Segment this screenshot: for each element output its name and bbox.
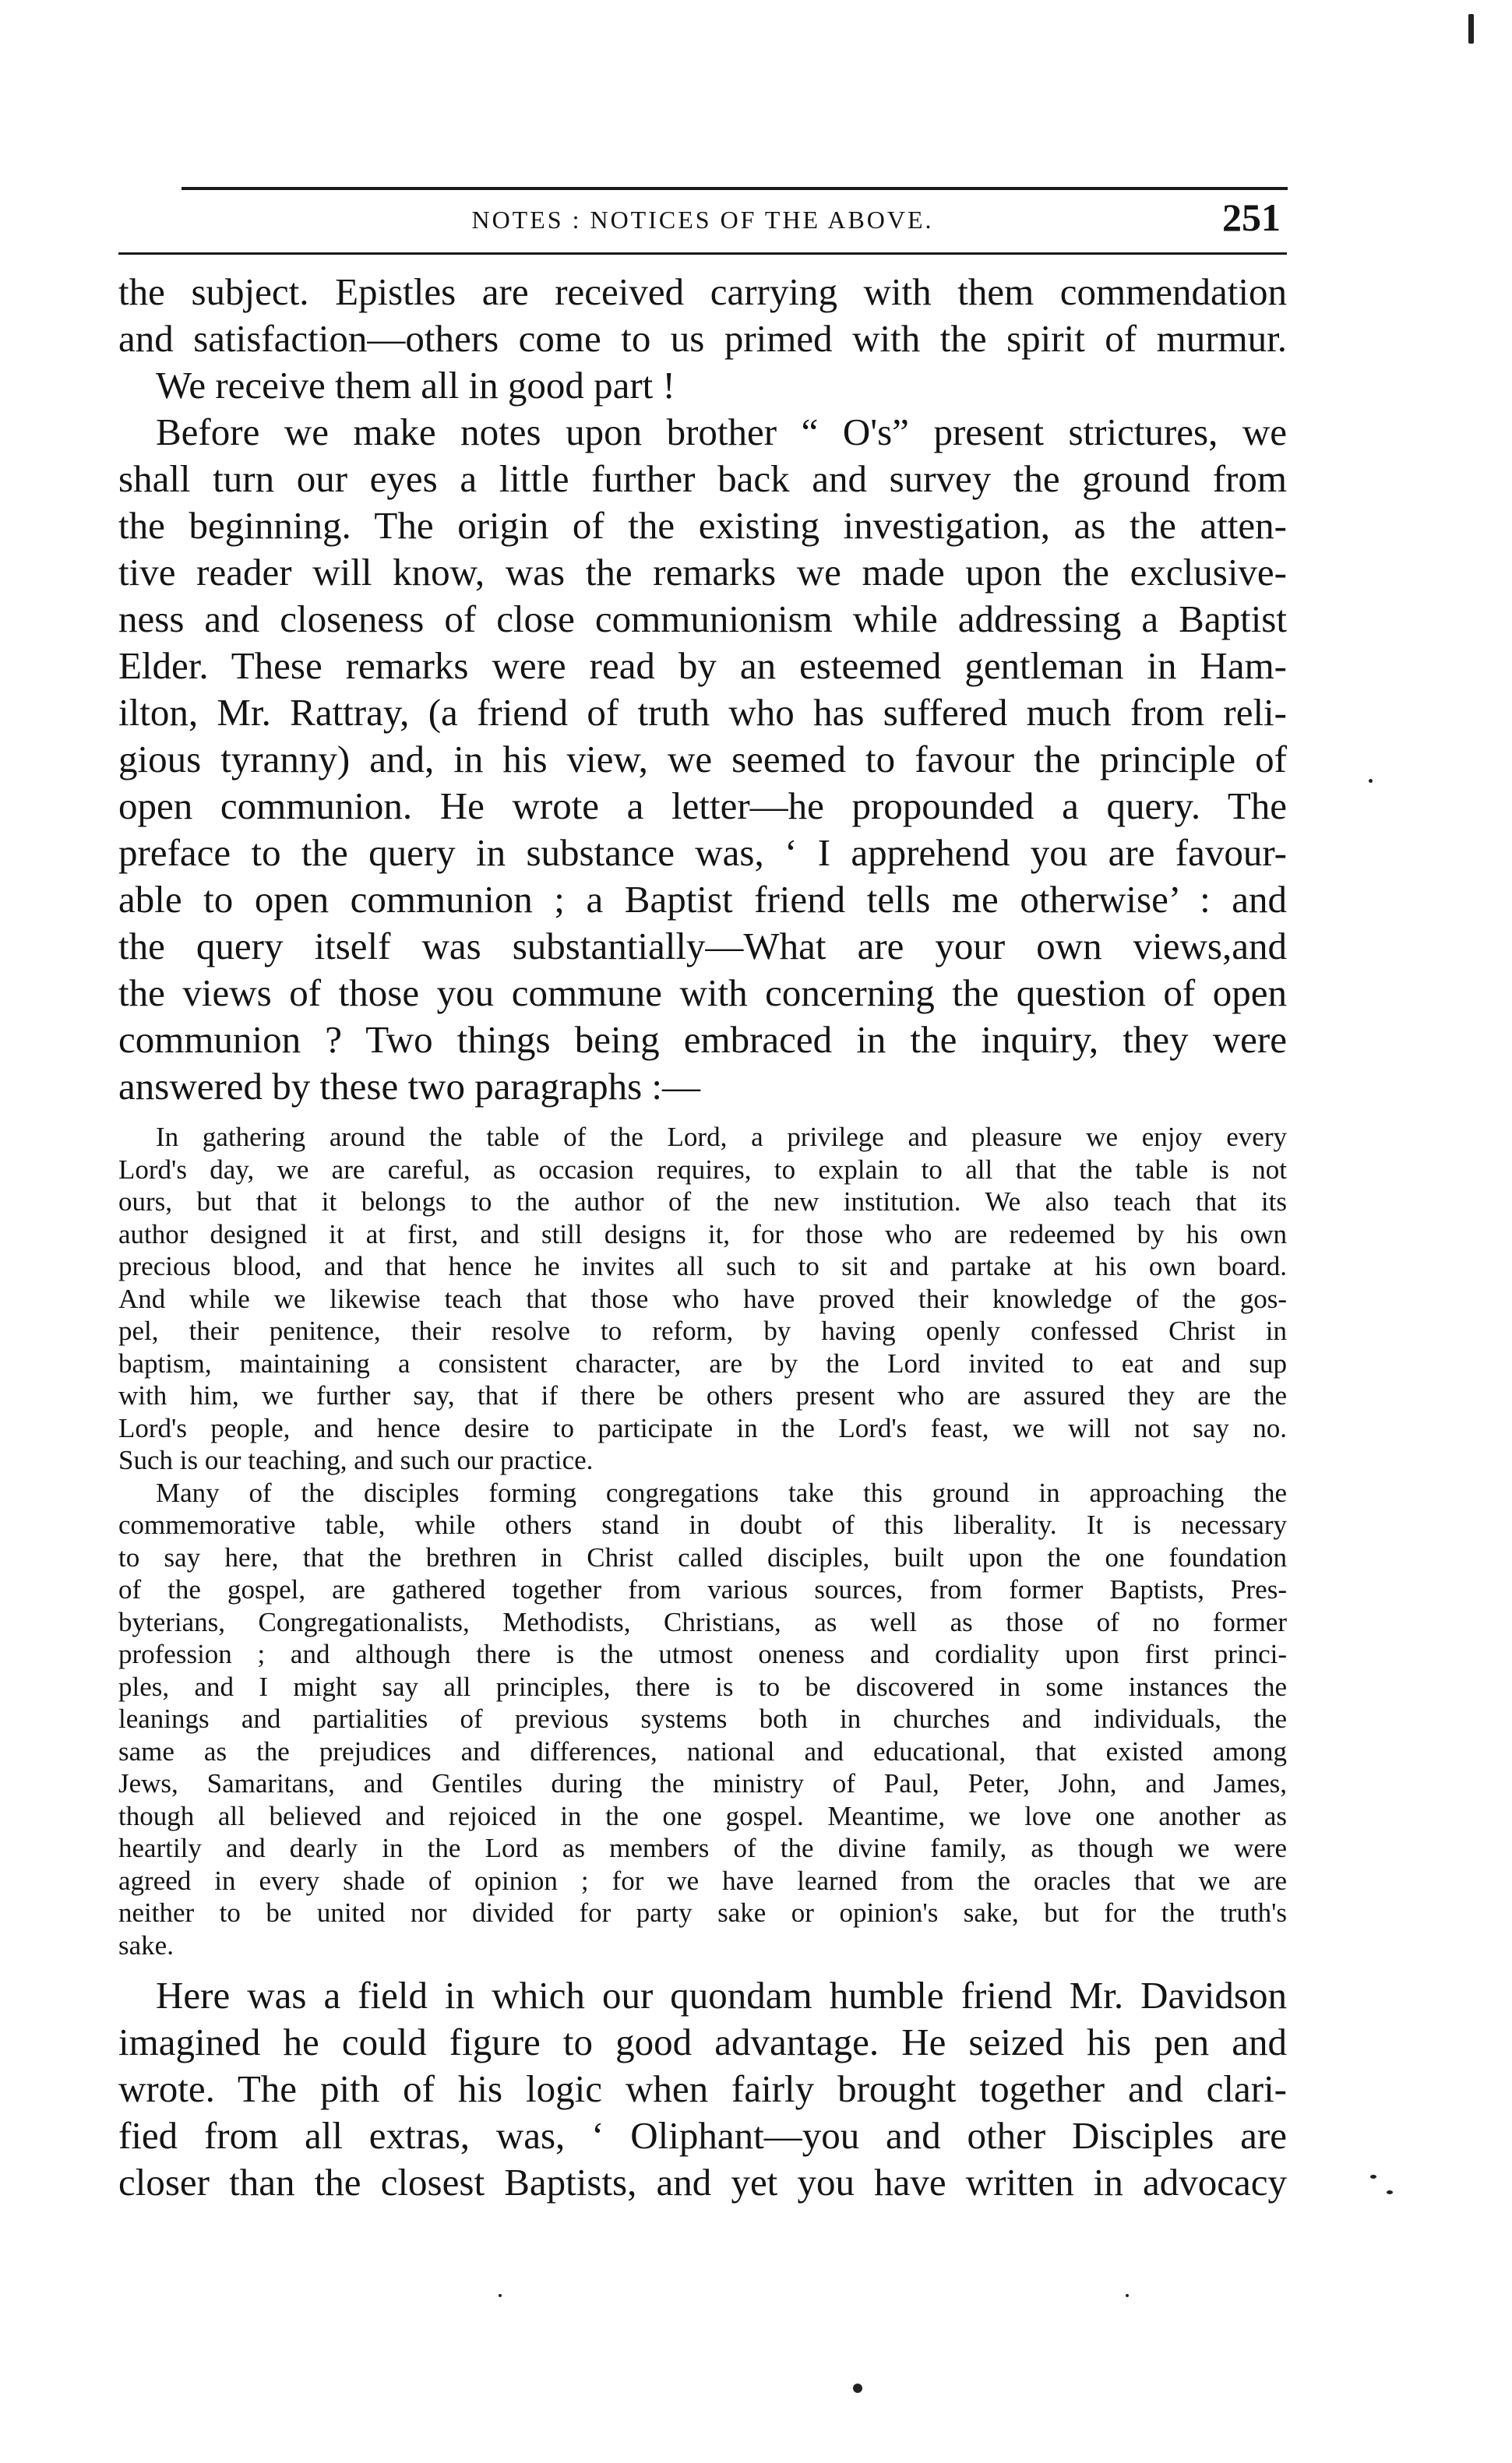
- paragraph: [118, 1972, 1287, 2206]
- quote-line: neither to be united nor divided for party sake or opinion's sake, but for the truth's: [118, 1897, 1287, 1928]
- text-line: ness and closeness of close communionism while addressing a Baptist: [118, 597, 1287, 640]
- quote-line: leanings and partialities of previous systems both in churches and individuals, the: [118, 1704, 1287, 1734]
- text-line: We receive them all in good part !: [156, 364, 675, 407]
- text-line: shall turn our eyes a little further back and survey the ground from: [118, 457, 1287, 500]
- text-line: Before we make notes upon brother “ O's” present strictures, we: [156, 410, 1287, 453]
- block-quote: [118, 1121, 1287, 1961]
- quote-line: ours, but that it belongs to the author of the new institution. We also teach that its: [118, 1186, 1287, 1217]
- quote-line: to say here, that the brethren in Christ called disciples, built upon the one foundation: [118, 1542, 1287, 1573]
- text-line: ilton, Mr. Rattray, (a friend of truth who has suffered much from reli-: [118, 691, 1287, 734]
- paragraph: [118, 409, 1287, 1110]
- print-speck: [1370, 2175, 1376, 2179]
- quote-line: baptism, maintaining a consistent character, are by the Lord invited to eat and sup: [118, 1348, 1287, 1379]
- quote-line: And while we likewise teach that those who have proved their knowledge of the gos-: [118, 1283, 1287, 1314]
- print-speck: [853, 2384, 862, 2393]
- text-line: communion ? Two things being embraced in the inquiry, they were: [118, 1018, 1287, 1061]
- quote-line: sake.: [118, 1929, 174, 1961]
- quote-line: byterians, Congregationalists, Methodists, Christians, as well as those of no former: [118, 1606, 1287, 1637]
- text-line: the subject. Epistles are received carrying with them commendation: [118, 270, 1287, 313]
- text-line: able to open communion ; a Baptist friend tells me otherwise’ : and: [118, 878, 1287, 921]
- quote-line: though all believed and rejoiced in the one gospel. Meantime, we love one another as: [118, 1800, 1287, 1831]
- quote-line: Lord's people, and hence desire to participate in the Lord's feast, we will not say no.: [118, 1412, 1287, 1443]
- quote-line: profession ; and although there is the utmost oneness and cordiality upon first princi-: [118, 1639, 1287, 1669]
- quote-line: heartily and dearly in the Lord as members of the divine family, as though we were: [118, 1833, 1287, 1863]
- quote-line: same as the prejudices and differences, national and educational, that existed among: [118, 1735, 1287, 1767]
- text-line: open communion. He wrote a letter—he propounded a query. The: [118, 784, 1287, 827]
- page-body: [118, 269, 1287, 2206]
- text-line: wrote. The pith of his logic when fairly brought together and clari-: [118, 2067, 1287, 2110]
- text-line: Here was a field in which our quondam humble friend Mr. Davidson: [156, 1974, 1287, 2017]
- text-line: closer than the closest Baptists, and yet you have written in advocacy: [118, 2161, 1287, 2204]
- page-header: [118, 193, 1287, 246]
- quote-line: Jews, Samaritans, and Gentiles during the ministry of Paul, Peter, John, and James,: [118, 1768, 1287, 1799]
- quote-line: Such is our teaching, and such our practice.: [118, 1445, 594, 1475]
- text-line: Elder. These remarks were read by an esteemed gentleman in Ham-: [118, 644, 1287, 687]
- print-speck: [1369, 779, 1373, 783]
- print-speck: [1468, 14, 1474, 44]
- quote-line: precious blood, and that hence he invites all such to sit and partake at his own board.: [118, 1251, 1287, 1281]
- text-line: gious tyranny) and, in his view, we seemed to favour the principle of: [118, 738, 1287, 780]
- text-line: preface to the query in substance was, ‘ I apprehend you are favour-: [118, 831, 1287, 874]
- quote-line: with him, we further say, that if there be others present who are assured they are the: [118, 1380, 1287, 1411]
- quote-line: of the gospel, are gathered together from various sources, from former Baptists, Pres-: [118, 1574, 1287, 1605]
- paragraph: [118, 269, 1287, 409]
- text-line: the beginning. The origin of the existing investigation, as the atten-: [118, 504, 1287, 547]
- print-speck: [499, 2294, 502, 2297]
- running-head: NOTES : NOTICES OF THE ABOVE.: [471, 206, 934, 234]
- print-speck: [1387, 2190, 1393, 2194]
- quote-line: Lord's day, we are careful, as occasion requires, to explain to all that the table is not: [118, 1154, 1287, 1185]
- print-speck: [1126, 2294, 1129, 2297]
- header-rule-top: [182, 187, 1288, 190]
- text-line: and satisfaction—others come to us primed with the spirit of murmur.: [118, 317, 1287, 360]
- text-line: tive reader will know, was the remarks we made upon the exclusive-: [118, 551, 1287, 594]
- text-line: answered by these two paragraphs :—: [118, 1065, 701, 1108]
- quote-line: pel, their penitence, their resolve to reform, by having openly confessed Christ in: [118, 1316, 1287, 1346]
- quote-line: Many of the disciples forming congregations take this ground in approaching the: [156, 1477, 1287, 1508]
- text-line: the views of those you commune with concerning the question of open: [118, 971, 1287, 1014]
- quote-line: In gathering around the table of the Lord, a privilege and pleasure we enjoy every: [156, 1122, 1287, 1152]
- quote-line: agreed in every shade of opinion ; for we have learned from the oracles that we are: [118, 1865, 1287, 1896]
- text-line: fied from all extras, was, ‘ Oliphant—you and other Disciples are: [118, 2114, 1287, 2157]
- text-line: the query itself was substantially—What are your own views,and: [118, 925, 1287, 967]
- quote-line: ples, and I might say all principles, there is to be discovered in some instances the: [118, 1671, 1287, 1702]
- header-rule-bottom: [118, 252, 1287, 255]
- text-line: imagined he could figure to good advantage. He seized his pen and: [118, 2021, 1287, 2063]
- page-number: 251: [1222, 196, 1281, 239]
- quote-line: commemorative table, while others stand in doubt of this liberality. It is necessary: [118, 1510, 1287, 1540]
- quote-line: author designed it at first, and still designs it, for those who are redeemed by his own: [118, 1218, 1287, 1249]
